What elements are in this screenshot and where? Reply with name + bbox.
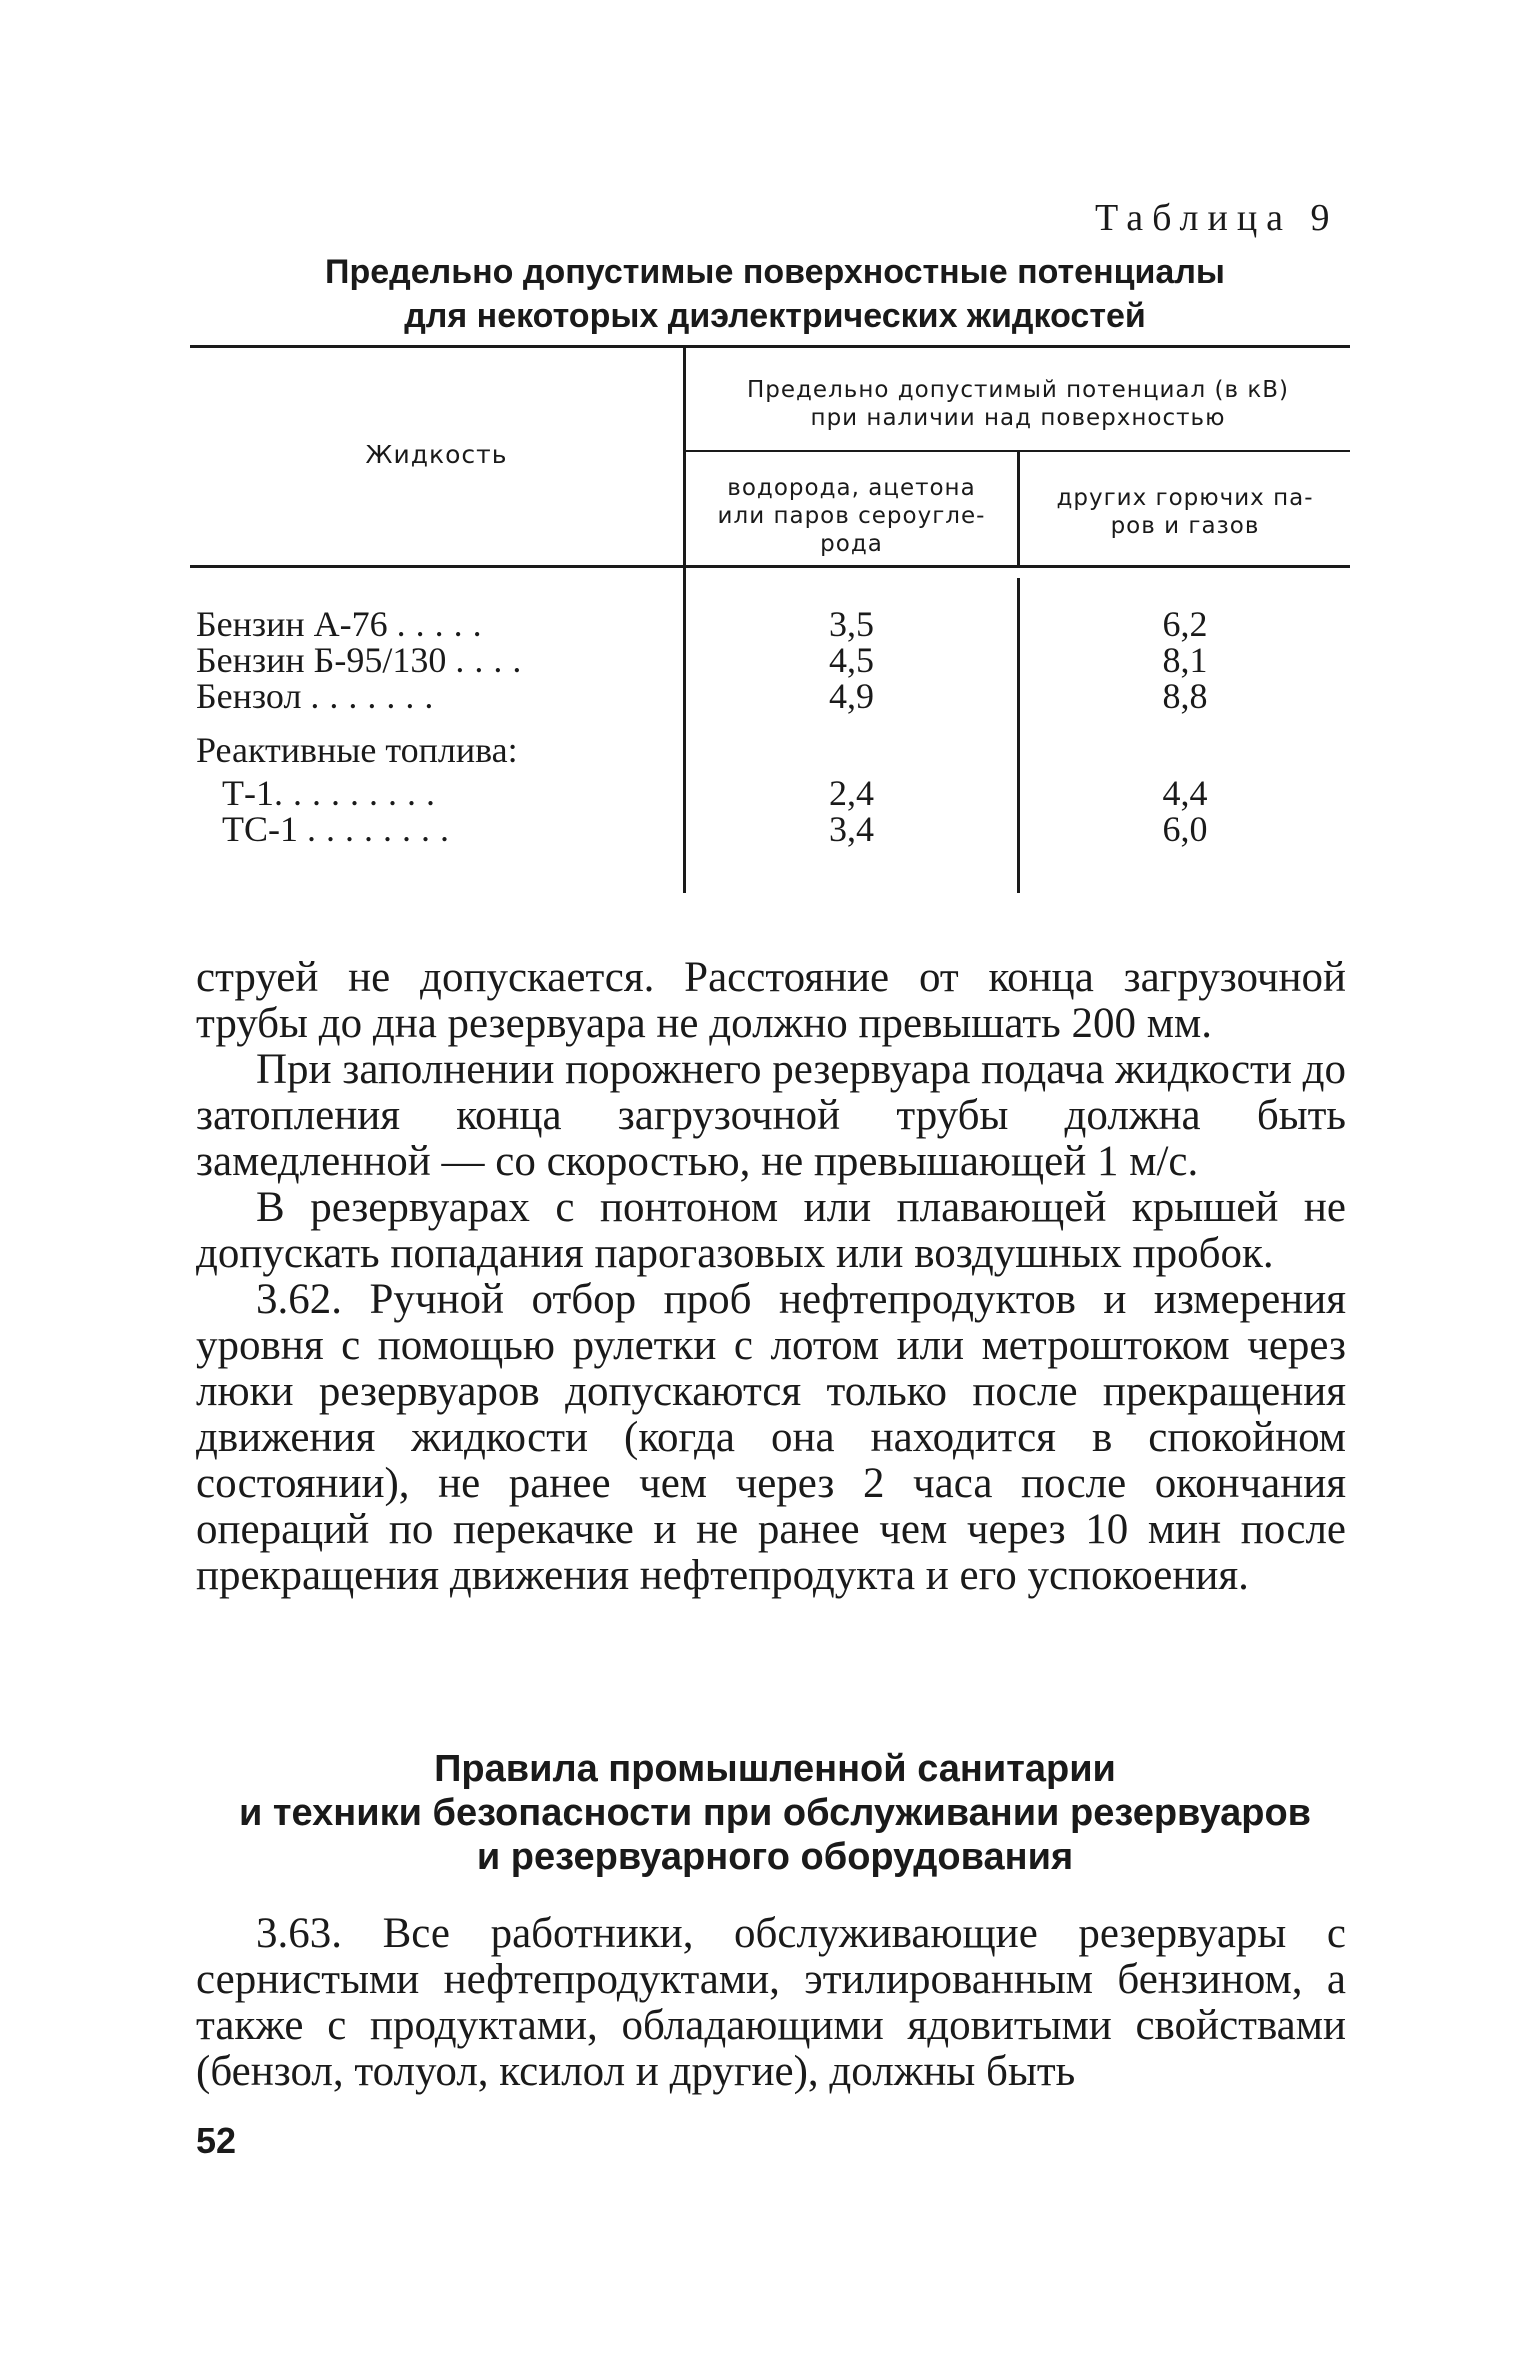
paragraph-pontoon: В резервуарах с понтоном или плавающей крышей не допускать попадания парогазовых или воздушных пробок. — [196, 1184, 1346, 1277]
header-liquid: Жидкость — [365, 440, 508, 469]
header-subcol2-line-2: ров и газов — [1110, 513, 1260, 539]
paragraph-3-62: 3.62. Ручной отбор проб нефтепродуктов и измерения уровня с помощью рулетки с лотом или метроштоком через люки резервуаров допускаются только после прекращения движения жидкости (когда она находится в спокойном состоянии), не ранее чем через 2 часа после окончания операций по перекачке и не ранее чем через 10 мин после прекращения движения нефтепродукта и его успокоения. — [196, 1276, 1346, 1599]
header-potential-line-2: при наличии над поверхностью — [810, 405, 1226, 431]
table-row-label: ТС-1 ........ — [222, 809, 459, 849]
table-cell-value: 4,4 — [1162, 773, 1208, 813]
header-subcol1-line-1: водорода, ацетона — [727, 475, 976, 501]
table-number: Таблица 9 — [1095, 197, 1339, 239]
table-row-label: Т-1......... — [222, 773, 445, 813]
header-bottom-rule — [190, 565, 1350, 568]
section-heading-line-1: Правила промышленной санитарии — [434, 1748, 1116, 1790]
paragraph-continuation: струей не допускается. Расстояние от конца загрузочной трубы до дна резервуара не должно превышать 200 мм. — [196, 954, 1346, 1047]
table-cell-value: 4,9 — [829, 676, 874, 716]
table-cell-value: 4,5 — [829, 640, 874, 680]
table-title-line-1: Предельно допустимые поверхностные потенциалы — [325, 253, 1225, 291]
page-number: 52 — [196, 2120, 237, 2161]
section-heading-line-2: и техники безопасности при обслуживании резервуаров — [238, 1792, 1312, 1834]
header-subcol2-line-1: других горючих па- — [1056, 485, 1314, 511]
table-cell-value: 3,5 — [829, 604, 874, 644]
table-cell-value: 8,1 — [1162, 640, 1208, 680]
header-potential-line-1: Предельно допустимый потенциал (в кВ) — [746, 377, 1290, 403]
table-group-label: Реактивные топлива: — [196, 730, 518, 770]
section-heading — [190, 1747, 1360, 1879]
paragraph-3-63: 3.63. Все работники, обслуживающие резервуары с сернистыми нефтепродуктами, этилированным бензином, а также с продуктами, обладающими ядовитыми свойствами (бензол, толуол, ксилол и другие), должны быть — [196, 1910, 1346, 2095]
table-cell-value: 3,4 — [829, 809, 874, 849]
table-top-rule — [190, 345, 1350, 348]
section-heading-line-3: и резервуарного оборудования — [476, 1836, 1074, 1878]
table-cell-value: 6,2 — [1162, 604, 1208, 644]
table-cell-value: 8,8 — [1162, 676, 1208, 716]
header-potential-group — [686, 376, 1350, 432]
header-subcol1-line-3: рода — [820, 531, 883, 557]
body-text-block — [196, 955, 1346, 1599]
table-cell-value: 2,4 — [829, 773, 874, 813]
table-title — [190, 250, 1360, 338]
header-subcol-other-gases — [1020, 484, 1350, 540]
table-cell-value: 6,0 — [1162, 809, 1208, 849]
table-row-label: Бензин Б-95/130 .... — [196, 640, 532, 680]
header-subcol-hydrogen — [686, 474, 1017, 558]
body-text-block-2 — [196, 1911, 1346, 2095]
paragraph-filling: При заполнении порожнего резервуара подача жидкости до затопления конца загрузочной трубы должна быть замедленной — со скоростью, не превышающей 1 м/с. — [196, 1046, 1346, 1185]
header-subcol1-line-2: или паров сероугле- — [717, 503, 986, 529]
table-row-label: Бензол ....... — [196, 676, 444, 716]
table-title-line-2: для некоторых диэлектрических жидкостей — [404, 297, 1146, 335]
table-row-label: Бензин А-76 ..... — [196, 604, 492, 644]
